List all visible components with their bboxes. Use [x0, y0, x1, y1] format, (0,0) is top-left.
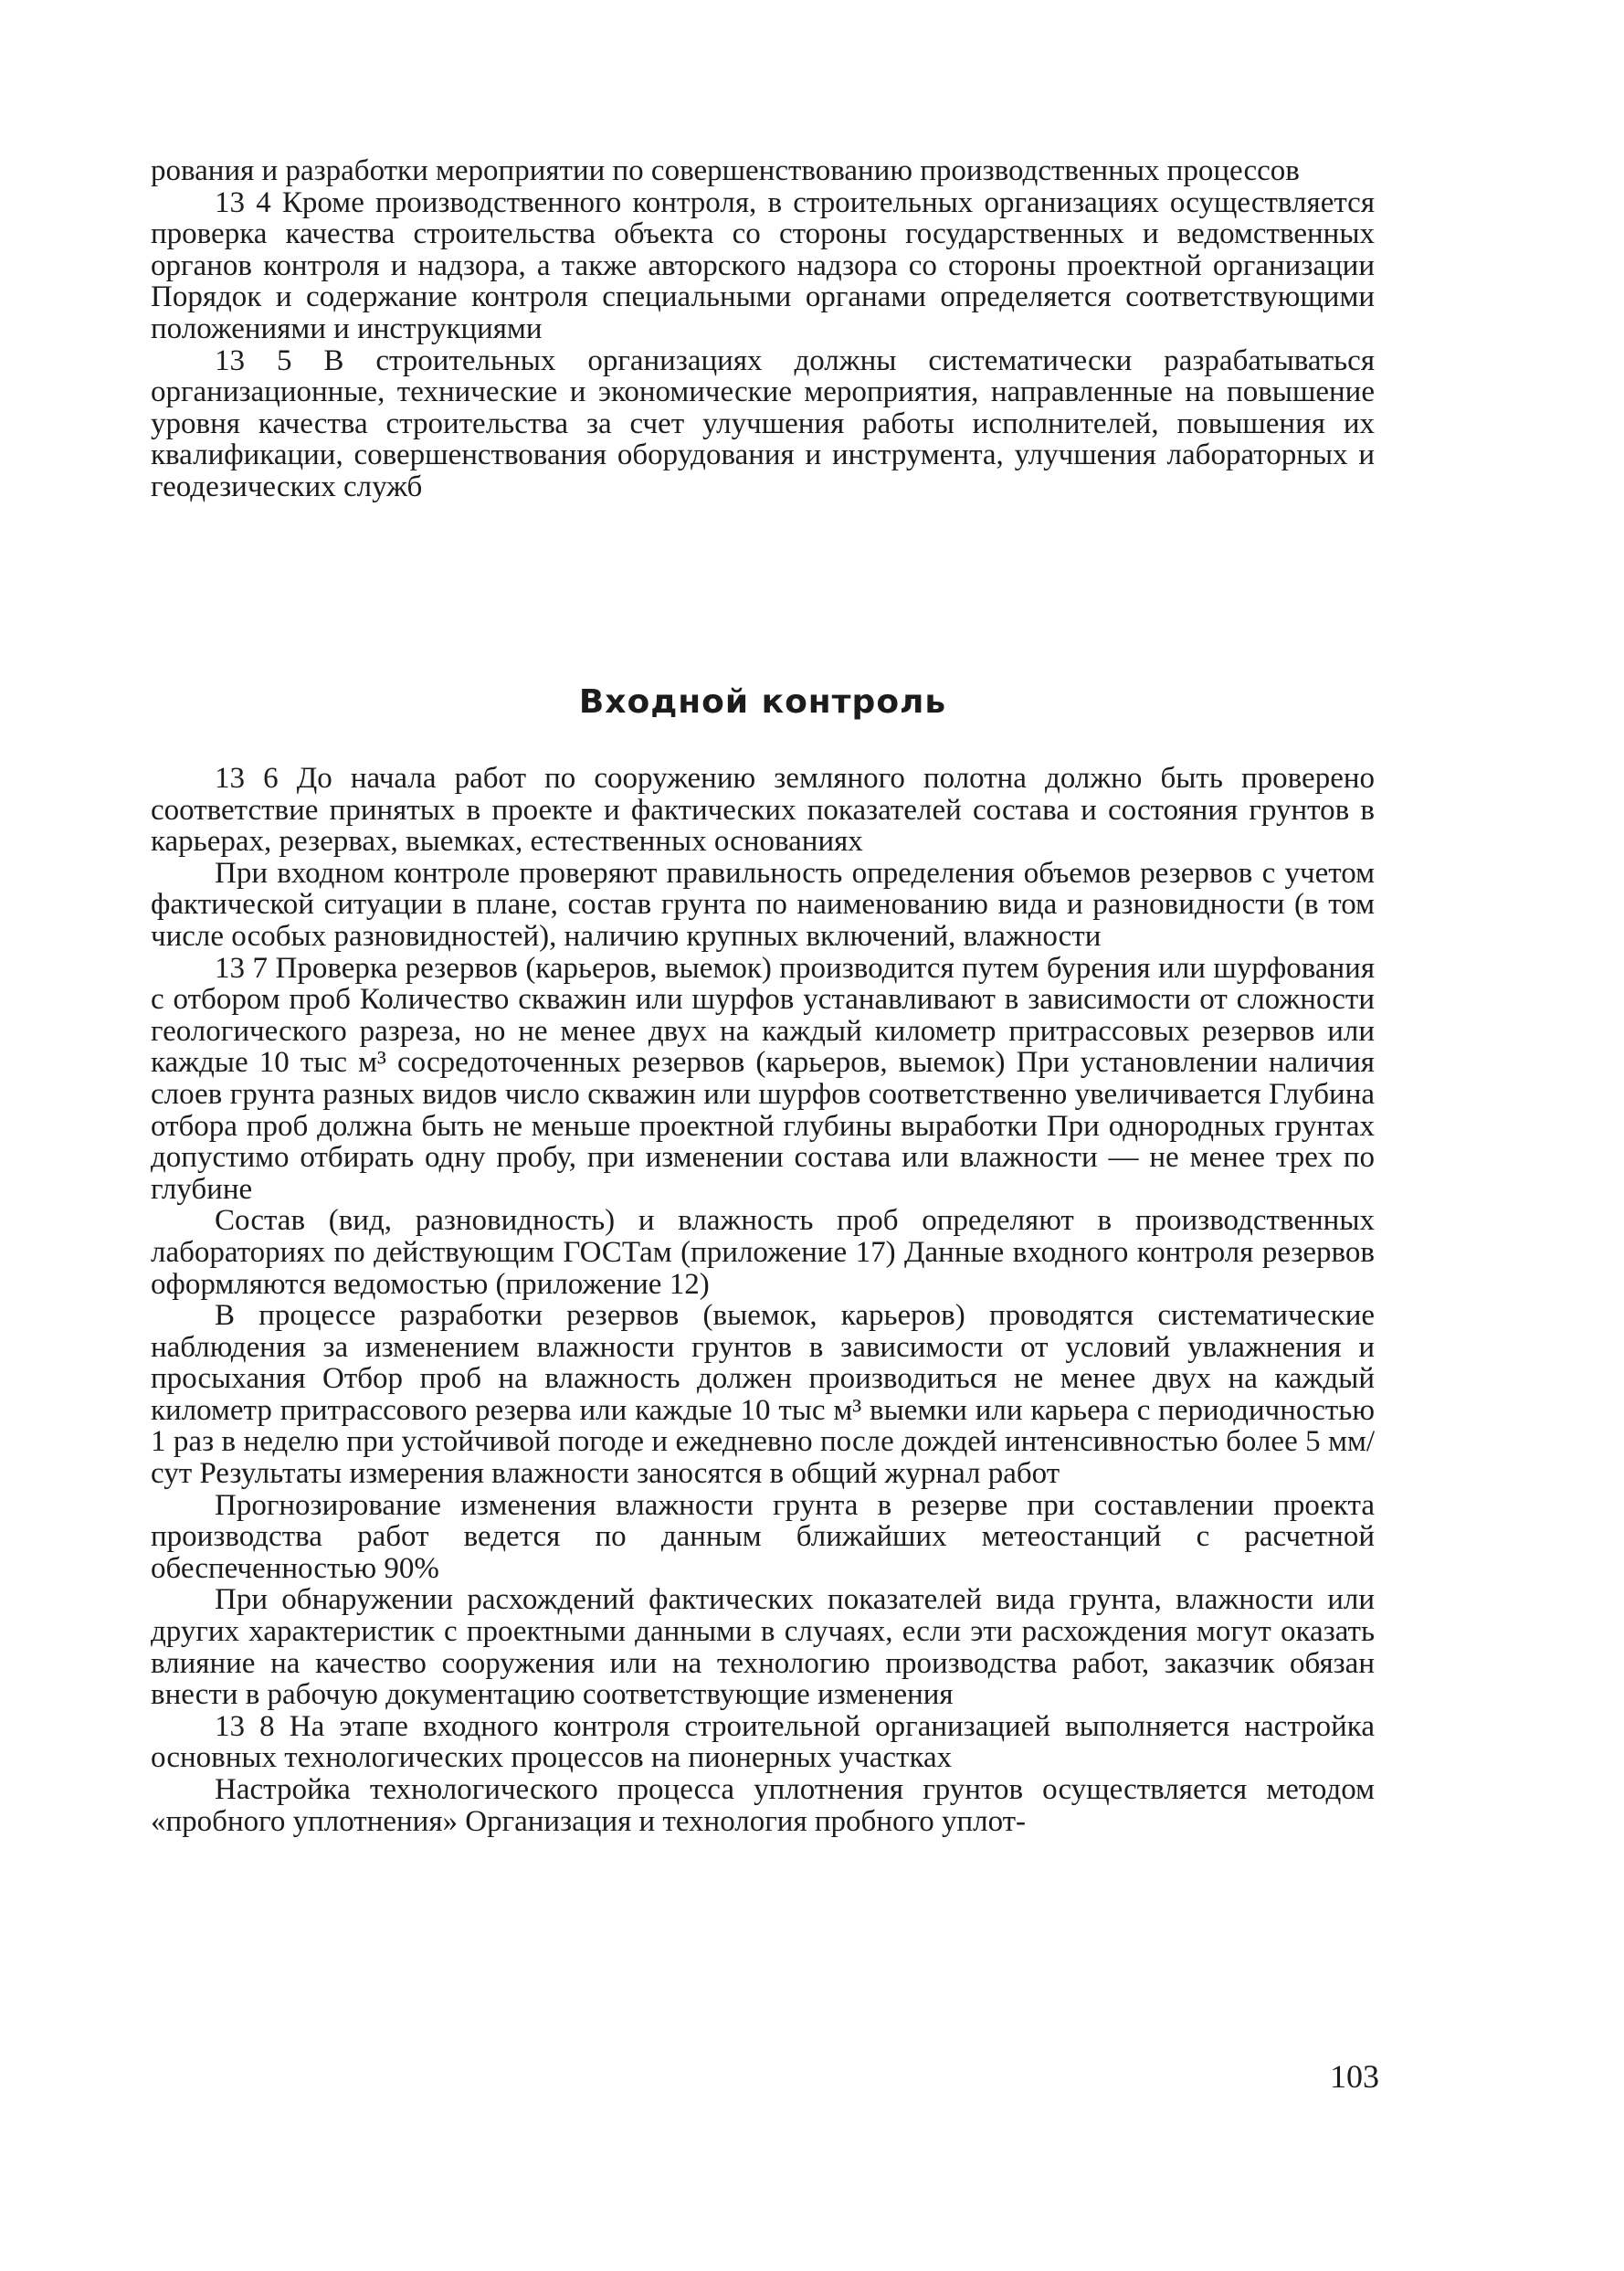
- paragraph-discrepancies: При обнаружении расхождений фактических показателей вида грунта, влажности или других характеристик с проектными данными в случаях, если эти расхождения могут оказать влияние на качество сооружения или на технологию производства работ, заказчик обязан внести в рабочую документацию соответствующие изменения: [151, 1583, 1375, 1712]
- paragraph-input-control: При входном контроле проверяют правильность определения объемов резервов с учетом фактической ситуации в плане, состав грунта по наименованию вида и разновидности (в том числе особых разновидностей), наличию крупных включений, влажности: [151, 856, 1375, 953]
- paragraph-13-7: 13 7 Проверка резервов (карьеров, выемок) производится путем бурения или шурфования с отбором проб Количество скважин или шурфов устанавливают в зависимости от сложности геологического разреза, но не менее двух на каждый километр притрассовых резервов или каждые 10 тыс м³ сосредоточенных резервов (карьеров, выемок) При установлении наличия слоев грунта разных видов число скважин или шурфов соответственно увеличивается Глубина отбора проб должна быть не меньше проектной глубины выработки При однородных грунтах допустимо отбирать одну пробу, при изменении состава или влажности — не менее трех по глубине: [151, 951, 1375, 1206]
- paragraph-composition: Состав (вид, разновидность) и влажность проб определяют в производственных лабораториях по действующим ГОСТам (приложение 17) Данные входного контроля резервов оформляются ведомостью (приложение 12): [151, 1204, 1375, 1301]
- paragraph-13-4: 13 4 Кроме производственного контроля, в строительных организациях осуществляется проверка качества строительства объекта со стороны государственных и ведомственных органов контроля и надзора, а также авторского надзора со стороны проектной организации Порядок и содержание контроля специальными органами определяется соответствующими положениями и инструкциями: [151, 185, 1375, 345]
- paragraph-13-5: 13 5 В строительных организациях должны систематически разрабатываться организационные, технические и экономические мероприятия, направленные на повышение уровня качества строительства за счет улучшения работы исполнителей, повышения их квалификации, совершенствования оборудования и инструмента, улучшения лабораторных и геодезических служб: [151, 343, 1375, 503]
- paragraph-13-6: 13 6 До начала работ по сооружению земляного полотна должно быть проверено соответствие принятых в проекте и фактических показателей состава и состояния грунтов в карьерах, резервах, выемках, естественных основаниях: [151, 762, 1375, 859]
- paragraph-continuation: рования и разработки мероприятии по совершенствованию производственных процессов: [151, 154, 1300, 187]
- paragraph-13-8: 13 8 На этапе входного контроля строительной организацией выполняется настройка основных технологических процессов на пионерных участках: [151, 1709, 1375, 1775]
- paragraph-trial-compaction: Настройка технологического процесса уплотнения грунтов осуществляется методом «пробного уплотнения» Организация и технология пробного уплот-: [151, 1773, 1375, 1838]
- paragraph-forecasting: Прогнозирование изменения влажности грунта в резерве при составлении проекта производства работ ведется по данным ближайших метеостанций с расчетной обеспеченностью 90%: [151, 1488, 1375, 1585]
- page-number: 103: [1330, 2058, 1379, 2095]
- top-text-block: [151, 155, 1375, 503]
- section-text-block: [151, 763, 1375, 1837]
- section-heading: Входной контроль: [578, 683, 947, 721]
- paragraph-moisture-monitoring: В процессе разработки резервов (выемок, карьеров) проводятся систематические наблюдения за изменением влажности грунтов в зависимости от условий увлажнения и просыхания Отбор проб на влажность должен производиться не менее двух на каждый километр притрассового резерва или каждые 10 тыс м³ выемки или карьера с периодичностью 1 раз в неделю при устойчивой погоде и ежедневно после дождей интенсивностью более 5 мм/сут Результаты измерения влажности заносятся в общий журнал работ: [151, 1299, 1375, 1491]
